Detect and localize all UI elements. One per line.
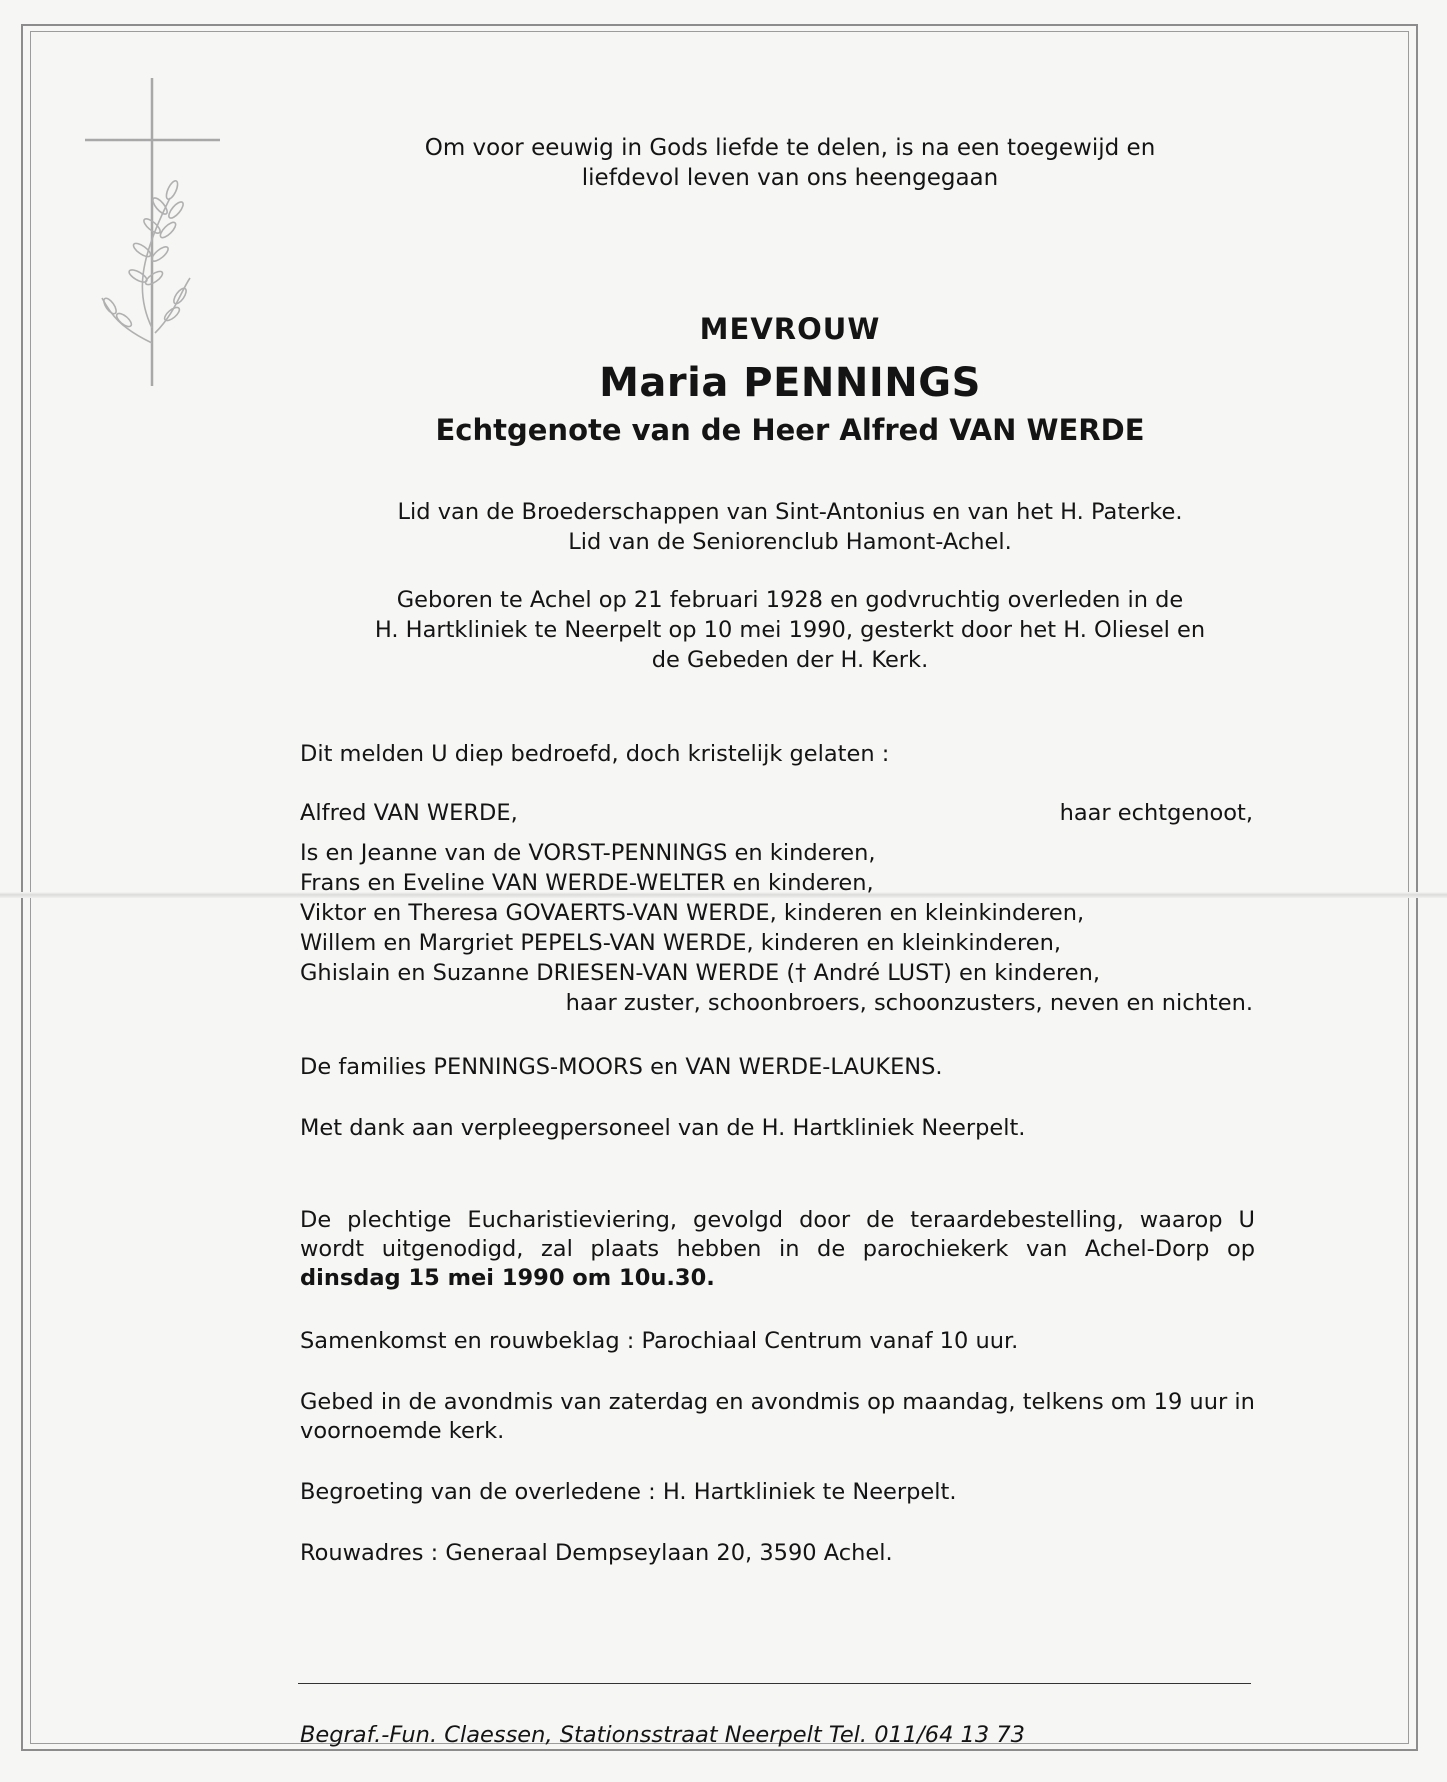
intro-line: Om voor eeuwig in Gods liefde te delen, is na een toegewijd en — [424, 135, 1156, 161]
deceased-name: Maria PENNINGS — [599, 360, 981, 406]
meeting-info: Samenkomst en rouwbeklag : Parochiaal Centrum vanaf 10 uur. — [300, 1328, 1019, 1354]
family-line: Is en Jeanne van de VORST-PENNINGS en kinderen, — [300, 840, 876, 866]
family-list — [300, 838, 1253, 1018]
birth-death-info — [300, 585, 1280, 675]
funeral-home-footer: Begraf.-Fun. Claessen, Stationsstraat Neerpelt Tel. 011/64 13 73 — [300, 1722, 1025, 1748]
family-line: Viktor en Theresa GOVAERTS-VAN WERDE, kinderen en kleinkinderen, — [300, 900, 1085, 926]
honorific: MEVROUW — [699, 312, 881, 346]
husband-relation: haar echtgenoot, — [1059, 800, 1253, 826]
family-line: Willem en Margriet PEPELS-VAN WERDE, kinderen en kleinkinderen, — [300, 930, 1062, 956]
memberships — [300, 497, 1280, 557]
husband-row — [300, 800, 1253, 826]
intro-line: liefdevol leven van ons heengegaan — [581, 165, 999, 191]
thanks-line: Met dank aan verpleegpersoneel van de H. Hartkliniek Neerpelt. — [300, 1115, 1026, 1141]
footer-divider — [298, 1683, 1251, 1684]
prayer-info: Gebed in de avondmis van zaterdag en avondmis op maandag, telkens om 19 uur in voornoemde kerk. — [300, 1389, 1255, 1444]
birth-death-line: Geboren te Achel op 21 februari 1928 en godvruchtig overleden in de — [396, 587, 1184, 613]
mass-date: dinsdag 15 mei 1990 om 10u.30. — [300, 1265, 715, 1291]
intro-text — [300, 133, 1280, 193]
mass-text: De plechtige Eucharistieviering, gevolgd door de teraardebestelling, waarop U wordt uitgenodigd, zal plaats hebben in de parochiekerk van Achel-Dorp op — [300, 1207, 1255, 1262]
birth-death-line: de Gebeden der H. Kerk. — [651, 647, 929, 673]
spouse-line: Echtgenote van de Heer Alfred VAN WERDE — [435, 413, 1145, 447]
husband-name: Alfred VAN WERDE, — [300, 800, 518, 826]
mourning-address: Rouwadres : Generaal Dempseylaan 20, 3590 Achel. — [300, 1540, 893, 1566]
birth-death-line: H. Hartkliniek te Neerpelt op 10 mei 1990, gesterkt door het H. Oliesel en — [374, 617, 1206, 643]
mass-info — [300, 1206, 1255, 1293]
family-line: Frans en Eveline VAN WERDE-WELTER en kinderen, — [300, 870, 874, 896]
announcement: Dit melden U diep bedroefd, doch kristelijk gelaten : — [300, 741, 890, 767]
membership-line: Lid van de Seniorenclub Hamont-Achel. — [568, 529, 1012, 555]
family-line: Ghislain en Suzanne DRIESEN-VAN WERDE († André LUST) en kinderen, — [300, 960, 1100, 986]
families-line: De families PENNINGS-MOORS en VAN WERDE-LAUKENS. — [300, 1054, 943, 1080]
family-last-line: haar zuster, schoonbroers, schoonzusters, neven en nichten. — [565, 990, 1253, 1016]
membership-line: Lid van de Broederschappen van Sint-Antonius en van het H. Paterke. — [397, 499, 1183, 525]
cross-with-olive-branch-icon — [80, 78, 230, 388]
greeting-info: Begroeting van de overledene : H. Hartkliniek te Neerpelt. — [300, 1479, 957, 1505]
